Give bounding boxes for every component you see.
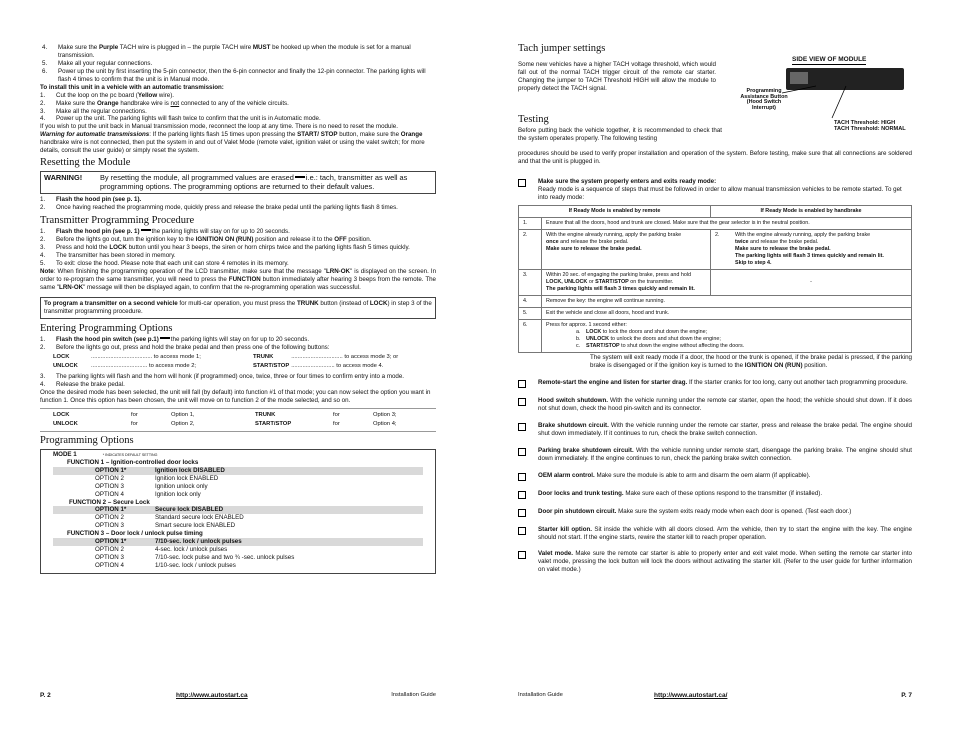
text: Flash the hood pin switch (see p.1) <box>56 336 159 344</box>
list-item: Flash the hood pin (see p. 1). <box>56 195 142 203</box>
check-text: Make sure each of these options respond to the transmitter (if installed). <box>623 489 823 497</box>
text: LOCK <box>586 329 602 336</box>
table-row: 4. Remove the key: the engine will continue running. <box>519 295 912 307</box>
option-row <box>53 522 423 530</box>
checkbox-icon[interactable] <box>518 509 526 517</box>
check-text: If the starter cranks for too long, carry out another tach programming procedure. <box>687 378 908 386</box>
text: c. <box>576 343 581 350</box>
text: Make sure the system properly enters and exits ready mode: <box>538 178 717 185</box>
check-text: Sit inside the vehicle with all doors closed. Arm the vehicle, then try to start the engine with the key. The engine should not start. If the engine starts, rewire the starter kill to reach proper operation. <box>538 525 912 541</box>
function-title: FUNCTION 2 – Secure Lock <box>69 498 150 506</box>
cell: ................................... to access mode 2; <box>91 363 197 370</box>
list-num: 1. <box>40 91 46 99</box>
option-row <box>53 554 423 562</box>
table-row: 6. Press for approx. 1 second either: a. LOCK to lock the doors and shut down the engine; b. UNLOCK to unlock the doors and shut down the engine; c. START/STOP to shut down the engine without affecting the doors. <box>519 320 912 353</box>
list-num: 1. <box>40 228 46 236</box>
option-label: OPTION 1* <box>95 538 127 546</box>
option-label: OPTION 3 <box>95 554 124 562</box>
check-text: Make sure the remote car starter is able to properly enter and exit valet mode. When setting the remote car starter into valet mode, pressing the lock button will lock the doors without activating the starter kill. (Refer to the user guide for further information on valet mode.) <box>538 550 913 574</box>
text: The system will exit ready mode if a door, the hood or the trunk is opened, if the brake pedal is pressed, if the parking brake is disengaged or if the ignition key is turned to the <box>590 354 912 369</box>
check-item <box>518 472 912 481</box>
cell: LOCK <box>53 411 70 418</box>
cell: ...................................... to access mode 1; <box>91 354 201 360</box>
option-row <box>53 514 423 522</box>
footer-link[interactable]: http://www.autostart.ca/ <box>654 692 728 699</box>
text: Make sure to release the brake pedal. <box>546 245 642 252</box>
text: Assistance Button <box>740 93 788 100</box>
option-label: OPTION 3 <box>95 482 124 490</box>
function-title: FUNCTION 1 – Ignition-controlled door locks <box>67 458 199 466</box>
text: to lock the doors and shut down the engine; <box>601 329 708 336</box>
text: Make sure the <box>58 44 99 51</box>
text: on the transmitter. <box>628 278 674 285</box>
checkbox-icon[interactable] <box>518 551 526 559</box>
check-item <box>518 422 912 438</box>
check-title: Hood switch shutdown. <box>538 396 608 404</box>
text: b. <box>576 336 581 343</box>
option-row <box>53 546 423 554</box>
list-item: Make all your regular connections. <box>58 59 153 67</box>
text: the parking lights will stay on for up to 20 seconds. <box>151 228 290 236</box>
table-row <box>52 353 399 362</box>
cell: for <box>333 411 340 418</box>
check-title: Parking brake shutdown circuit. <box>538 446 634 454</box>
testing-title: Testing <box>518 114 549 125</box>
option-desc: 7/10-sec. lock / unlock pulses <box>155 538 242 546</box>
check-item <box>518 526 912 542</box>
list-num: 1. <box>40 195 46 203</box>
option-row <box>53 562 423 570</box>
text: Before the lights go out, turn the ignition key to the <box>56 236 196 244</box>
checkbox-icon[interactable] <box>518 179 526 187</box>
cell: TRUNK <box>253 354 274 360</box>
list-item: Release the brake pedal. <box>56 380 125 388</box>
text: once <box>546 238 559 245</box>
option-desc: 1/10-sec. lock / unlock pulses <box>155 562 236 569</box>
option-label: OPTION 2 <box>95 514 124 522</box>
mode-label: MODE 1 <box>53 450 77 458</box>
table-row <box>52 411 398 420</box>
check-item <box>518 550 912 574</box>
cell: Option 2, <box>171 420 195 427</box>
entering-note: Once the desired mode has been selected, the unit will fall (by default) into function #1 of that mode; you can now select the option you want in function 1. Once this option has been chosen, the unit will move on to function 2 of the mode selected, and so on. <box>40 388 431 404</box>
list-num: 3. <box>40 372 46 380</box>
entering-title: Entering Programming Options <box>40 322 173 334</box>
option-row <box>53 506 423 514</box>
mode-table <box>52 353 399 372</box>
text: button (instead of <box>318 299 370 307</box>
testing-text1: Before putting back the vehicle together, it is recommended to check that the system operates properly. The following testing <box>518 127 722 142</box>
text: START/ STOP <box>297 131 338 139</box>
option-row <box>53 467 423 475</box>
cell: ........................... to access mode 4. <box>291 363 384 370</box>
text: position. <box>346 236 372 244</box>
cell: Option 3; <box>373 411 397 418</box>
page-number: P. 7 <box>901 692 912 699</box>
text: With the engine already running, apply the parking brake <box>735 231 871 238</box>
list-item: Power up the unit. The parking lights will flash twice to confirm that the unit is in Automatic mode. <box>56 115 321 123</box>
text: be hooked up when the module is set for a manual transmission. <box>58 44 411 59</box>
text: Ready mode is a sequence of steps that must be followed in order to allow manual transmission vehicles to be remote started. To get into ready mode: <box>538 185 902 201</box>
auto-title: To install this unit in a vehicle with an automatic transmission: <box>40 83 224 91</box>
option-desc: Ignition lock DISABLED <box>155 466 225 474</box>
text: UNLOCK <box>586 336 610 343</box>
list-item: Before the lights go out, press and hold the brake pedal and then press one of the following buttons: <box>56 344 330 352</box>
cell: TRUNK <box>255 411 276 418</box>
text: not <box>170 99 180 107</box>
list-item: Power up the unit by first inserting the 5-pin connector, then the 6-pin connector and finally the 12-pin connector. The parking lights will flash 4 times to confirm that the unit is in Manual mode. <box>58 67 426 83</box>
check-text: With the vehicle running under the remote car starter, open the hood; the vehicle should shut down. If it does not shut down, check the hood pin-switch and its connector. <box>538 396 912 412</box>
check-text: Make sure the system exits ready mode when each door is opened. (Test each door.) <box>616 507 852 515</box>
option-row <box>53 491 423 499</box>
cell: If Ready Mode is enabled by remote <box>519 205 711 217</box>
warning-auto <box>40 131 436 155</box>
text: Skip to step 4. <box>735 259 772 266</box>
text: position. <box>802 362 828 369</box>
function-title: FUNCTION 3 – Door lock / unlock pulse timing <box>67 530 203 538</box>
option-desc: Ignition lock ENABLED <box>155 474 219 482</box>
text: Make sure to release the brake pedal. <box>735 245 831 252</box>
list-num: 2. <box>40 236 46 244</box>
fig-tach-labels <box>834 120 906 132</box>
text: LOCK <box>369 299 388 307</box>
option-label: OPTION 2 <box>95 546 124 554</box>
table-row: 3. Within 20 sec. of engaging the parking brake, press and hold LOCK, UNLOCK or START/STOP on the transmitter. The parking lights will flash 3 times quickly and remain lit. - <box>519 269 912 295</box>
check-title: Brake shutdown circuit. <box>538 421 609 429</box>
list-item: To exit: close the hood. Please note that each unit can store 4 remotes in its memory. <box>56 260 289 267</box>
text: START/STOP <box>586 343 620 350</box>
text: : If the parking lights flash 15 times upon pressing the <box>149 131 298 139</box>
tach-text: Some new vehicles have a higher TACH voltage threshold, which would fall out of the normal TACH trigger circuit of the remote car starter. Changing the jumper to TACH Threshold HIGH will allow the module to properly detect the TACH signal. <box>518 61 716 92</box>
footer-guide: Installation Guide <box>391 692 436 698</box>
text: " message will then be displayed again, to confirm that the re-programming operation was successful. <box>83 283 361 291</box>
option-desc: Smart secure lock ENABLED <box>155 522 236 530</box>
cell: Option 1, <box>171 411 195 418</box>
option-row <box>53 475 423 483</box>
cell: for <box>131 420 138 427</box>
text: Flash the hood pin (see p. 1) <box>56 228 140 236</box>
text: Make sure the <box>56 99 97 107</box>
table-row <box>52 362 399 371</box>
text: ) in step 3 of the transmitter programming procedure. <box>44 299 432 315</box>
cell: for <box>131 411 138 418</box>
list-num: 4. <box>40 380 46 388</box>
check-item <box>518 508 912 517</box>
text: i.e.: tach, transmitter as well as programming options. The programming options are returned to their default values. <box>100 172 408 192</box>
cell: Option 4; <box>373 420 397 427</box>
text: : When finishing the programming operation of the LCD transmitter, make sure that the message " <box>53 267 326 275</box>
tx-note <box>40 268 436 292</box>
option-label: OPTION 4 <box>95 490 124 498</box>
options-box <box>40 449 436 574</box>
text: START/STOP <box>595 278 629 285</box>
list-item: Make all the regular connections. <box>56 107 147 115</box>
option-label: OPTION 1* <box>95 466 127 474</box>
check-title: Starter kill option. <box>538 525 592 533</box>
check-title: Valet mode. <box>538 550 574 558</box>
checkbox-icon[interactable] <box>518 398 526 406</box>
text: button until you hear 3 beeps, the siren or horn chirps twice and the parking lights flash 5 times quickly. <box>126 244 410 252</box>
option-desc: Ignition unlock only <box>155 482 208 490</box>
text: The parking lights will flash 3 times quickly and remain lit. <box>735 252 884 259</box>
text: The parking lights will flash 3 times quickly and remain lit. <box>546 285 695 292</box>
text: IGNITION ON (RUN) <box>195 236 254 244</box>
list-num: 6. <box>42 67 48 75</box>
cell: Exit the vehicle and close all doors, hood and trunk. <box>542 307 912 319</box>
function-list <box>53 459 423 570</box>
check-text: With the vehicle running under remote start, disengage the parking brake. The engine should shut down immediately. If the engine continues to run, check the parking brake switch connection. <box>538 446 912 462</box>
option-desc: 7/10-sec. lock pulse and two ¾ -sec. unlock pulses <box>155 554 295 562</box>
default-note: * INDICATES DEFAULT SETTING <box>102 452 158 457</box>
ready-exit <box>518 354 912 370</box>
text: to shut down the engine without affecting the doors. <box>619 343 745 350</box>
checkbox-icon[interactable] <box>518 448 526 456</box>
table-row: 2. With the engine already running, apply the parking brake once and release the brake pedal. Make sure to release the brake pedal. 2. With the engine already running, apply the parking brake twice and release the brake pedal. Make sure to release the brake pedal. The parking lights will flash 3 times quickly and remain lit. Skip to step 4. <box>519 229 912 269</box>
text: TACH Threshold: HIGH <box>834 120 896 126</box>
text: MUST <box>252 44 271 51</box>
text: Yellow <box>137 91 158 99</box>
text: Press and hold the <box>56 244 110 252</box>
cell: - <box>711 269 912 295</box>
option-row <box>53 538 423 546</box>
footer-guide: Installation Guide <box>518 692 563 698</box>
text: and release the brake pedal. <box>748 238 819 245</box>
text: IGNITION ON (RUN) <box>744 362 803 369</box>
table-row: 5. Exit the vehicle and close all doors, hood and trunk. <box>519 307 912 319</box>
module-figure <box>734 56 912 136</box>
fig-title: SIDE VIEW OF MODULE <box>792 56 866 65</box>
warning-box <box>40 171 436 194</box>
text: a. <box>576 329 581 336</box>
option-desc: Ignition lock only <box>155 490 201 498</box>
text: handbrake wire is <box>118 99 171 107</box>
options-title: Programming Options <box>40 435 134 447</box>
text: button immediately after hearing 3 beeps from the remote. The same " <box>40 275 436 291</box>
list-item: Once having reached the programming mode, quickly press and release the brake pedal until the parking lights flash 8 times. <box>56 203 398 211</box>
text: With the engine already running, apply the parking brake <box>546 231 682 238</box>
text: position and release it to the <box>253 236 335 244</box>
check-text: With the vehicle running under the remote car starter, press and release the brake pedal. The engine should shut down immediately. If it continues to run, check the brake switch connection. <box>538 421 912 437</box>
option-label: OPTION 2 <box>95 474 124 482</box>
check-item <box>518 397 912 413</box>
option-label: OPTION 3 <box>95 522 124 530</box>
text: (Hood Switch <box>746 99 782 106</box>
text: Purple <box>98 44 119 51</box>
option-desc: Secure lock DISABLED <box>155 506 224 514</box>
second-vehicle-box <box>40 297 436 319</box>
check-text: Make sure the module is able to arm and disarm the oem alarm (if applicable). <box>594 471 811 479</box>
text: TACH Threshold: NORMAL <box>834 126 906 133</box>
list-num: 4. <box>40 115 46 123</box>
cell: If Ready Mode is enabled by handbrake <box>711 205 912 217</box>
text: Interrupt) <box>752 105 776 112</box>
list-num: 2. <box>40 203 46 211</box>
check-title: Remote-start the engine and listen for starter drag. <box>538 378 688 386</box>
list-num: 5. <box>42 59 48 67</box>
text: and release the brake pedal. <box>558 238 629 245</box>
text: Warning for automatic transmissions <box>40 131 150 139</box>
text: OFF <box>334 236 347 244</box>
auto-note: If you wish to put the unit back in Manual transmission mode, reconnect the loop at any time. There is no need to reset the module. <box>40 123 398 131</box>
list-num: 2. <box>40 99 46 107</box>
option-desc: 4-sec. lock / unlock pulses <box>155 546 228 554</box>
list-num: 3. <box>40 244 46 252</box>
list-num: 3. <box>40 107 46 115</box>
left-page <box>40 0 436 738</box>
check-title: Door locks and trunk testing. <box>538 489 624 497</box>
text: Orange <box>96 99 119 107</box>
table-row: 1. Ensure that all the doors, hood and trunk are closed. Make sure that the gear selector is in the neutral position. <box>519 217 912 229</box>
checkbox-icon[interactable] <box>518 380 526 388</box>
reset-title: Resetting the Module <box>40 157 131 169</box>
table-row <box>519 205 912 217</box>
cell: LOCK <box>53 354 70 360</box>
tx-title: Transmitter Programming Procedure <box>40 214 195 226</box>
list-num: 2. <box>40 344 46 352</box>
text: TACH wire is plugged in – the purple TACH wire <box>118 44 253 51</box>
cell: for <box>333 420 340 427</box>
table-row <box>52 420 398 429</box>
text: LOCK <box>109 244 127 252</box>
text: LRN-OK <box>325 267 351 275</box>
option-row <box>53 483 423 491</box>
checkbox-icon[interactable] <box>518 423 526 431</box>
check-title: Door pin shutdown circuit. <box>538 507 617 515</box>
text: twice <box>735 238 749 245</box>
option-desc: Standard secure lock ENABLED <box>155 514 244 522</box>
list-num: 1. <box>40 336 46 344</box>
check-list <box>518 379 912 574</box>
cell: START/STOP <box>253 363 290 370</box>
checkbox-icon[interactable] <box>518 527 526 535</box>
right-page <box>518 0 912 738</box>
text: handbrake wire is not connected, then put the system in and out of Valet Mode (remote valet, ignition valet or using the valet switch; for more details, consult the user guide) or simply reset the system. <box>40 139 425 155</box>
check-item <box>518 447 912 463</box>
list-num: 5. <box>40 260 46 267</box>
text: wire). <box>157 91 174 99</box>
text: or <box>587 278 596 285</box>
cell: UNLOCK <box>53 363 78 370</box>
check-item <box>518 490 912 499</box>
text: connected to any of the vehicle circuits. <box>179 99 289 107</box>
for-table <box>40 408 436 433</box>
cell: START/STOP <box>255 420 292 427</box>
text: for multi-car operation, you must press the <box>177 299 297 307</box>
checkbox-icon[interactable] <box>518 473 526 481</box>
text: LOCK, UNLOCK <box>546 278 588 285</box>
text: Press for approx. 1 second either: <box>546 322 627 328</box>
footer-link[interactable]: http://www.autostart.ca <box>176 692 248 699</box>
text: Programming <box>746 88 782 94</box>
list-num: 4. <box>42 44 48 51</box>
cell: UNLOCK <box>53 420 78 427</box>
list-item: The transmitter has been stored in memory. <box>56 252 176 260</box>
option-label: OPTION 4 <box>95 562 124 569</box>
check-item <box>518 379 912 388</box>
text: " is displayed on the screen. In order to re-program the same transmitter, you will need to press the <box>40 267 437 283</box>
warning-label: WARNING! <box>44 172 83 182</box>
text: the parking lights will stay on for up to 20 seconds. <box>170 336 310 344</box>
ready-table <box>518 205 912 353</box>
tach-title: Tach jumper settings <box>518 43 606 54</box>
text: To program a transmitter on a second vehicle <box>44 299 178 307</box>
text: Cut the loop on the pc board ( <box>56 91 138 99</box>
cell: Remove the key: the engine will continue running. <box>542 295 912 307</box>
check-title: OEM alarm control. <box>538 471 595 479</box>
text: FUNCTION <box>228 275 261 283</box>
text: Note <box>40 267 54 275</box>
option-label: OPTION 1* <box>95 506 127 514</box>
testing-text2: procedures should be used to verify proper installation and operation of the system. Before testing, make sure that all connections are soldered and that the unit is plugged in. <box>518 150 912 165</box>
text: TRUNK <box>296 299 319 307</box>
checkbox-icon[interactable] <box>518 491 526 499</box>
list-num: 4. <box>40 252 46 260</box>
cell: Ensure that all the doors, hood and trunk are closed. Make sure that the gear selector is in the neutral position. <box>542 217 912 229</box>
text: By resetting the module, all programmed values are erased <box>100 172 294 182</box>
cell: ................................ to access mode 3; or <box>291 354 399 360</box>
text: LRN-OK <box>59 283 84 291</box>
text: Within 20 sec. of engaging the parking brake, press and hold <box>546 271 692 278</box>
ready-check <box>518 178 912 202</box>
page-number: P. 2 <box>40 692 51 699</box>
list-item: The parking lights will flash and the horn will honk (if programmed) once, twice, three or four times to confirm entry into a mode. <box>56 372 405 380</box>
text: to unlock the doors and shut down the engine; <box>609 336 721 343</box>
text: button, make sure the <box>337 131 401 139</box>
text: Orange <box>400 131 423 139</box>
